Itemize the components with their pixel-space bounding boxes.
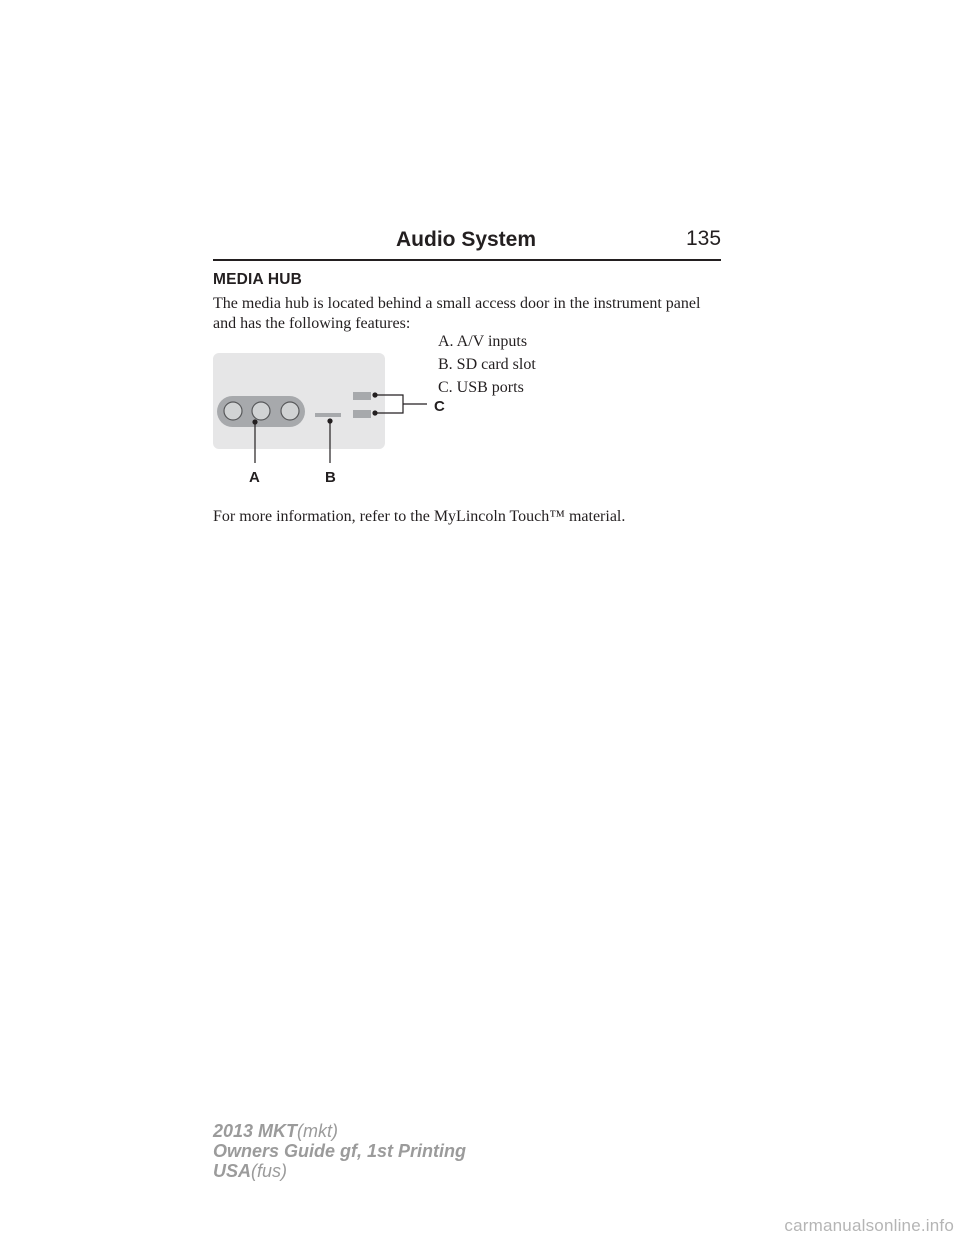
watermark-link[interactable]: carmanualsonline.info bbox=[784, 1216, 954, 1235]
footer-line-1 bbox=[213, 1121, 466, 1141]
header-rule bbox=[213, 259, 721, 261]
callout-dot-c2 bbox=[372, 410, 377, 415]
feature-item-a: A. A/V inputs bbox=[438, 333, 528, 350]
media-hub-diagram bbox=[205, 345, 455, 485]
feature-item-c: C. USB ports bbox=[438, 379, 524, 396]
feature-item-b: B. SD card slot bbox=[438, 356, 536, 373]
callout-dot-b bbox=[327, 418, 332, 423]
usb-port-1 bbox=[353, 392, 371, 400]
document-footer bbox=[213, 1121, 466, 1181]
footer-market: USA bbox=[213, 1161, 252, 1181]
footer-line-2 bbox=[213, 1141, 466, 1161]
callout-label-b: B bbox=[325, 469, 336, 485]
av-input-jack-1 bbox=[224, 402, 242, 420]
sd-card-slot bbox=[315, 413, 341, 417]
av-input-jack-2 bbox=[252, 402, 270, 420]
page-number: 135 bbox=[686, 227, 722, 250]
footer-market-code: (fus) bbox=[251, 1161, 288, 1181]
av-input-jack-3 bbox=[281, 402, 299, 420]
footer-line-3 bbox=[213, 1161, 466, 1181]
footer-edition: Owners Guide gf, 1st Printing bbox=[213, 1141, 467, 1161]
footer-model-code: (mkt) bbox=[297, 1121, 339, 1141]
callout-dot-c1 bbox=[372, 392, 377, 397]
intro-paragraph: The media hub is located behind a small access door in the instrument panel and has the following features: bbox=[213, 295, 701, 332]
outro-paragraph: For more information, refer to the MyLincoln Touch™ material. bbox=[213, 508, 626, 525]
header-title: Audio System bbox=[396, 228, 537, 251]
footer-model: 2013 MKT bbox=[213, 1121, 298, 1141]
callout-label-c: C bbox=[434, 398, 445, 415]
section-heading: MEDIA HUB bbox=[213, 271, 303, 288]
callout-dot-a bbox=[252, 419, 257, 424]
callout-label-a: A bbox=[249, 469, 260, 485]
usb-port-2 bbox=[353, 410, 371, 418]
